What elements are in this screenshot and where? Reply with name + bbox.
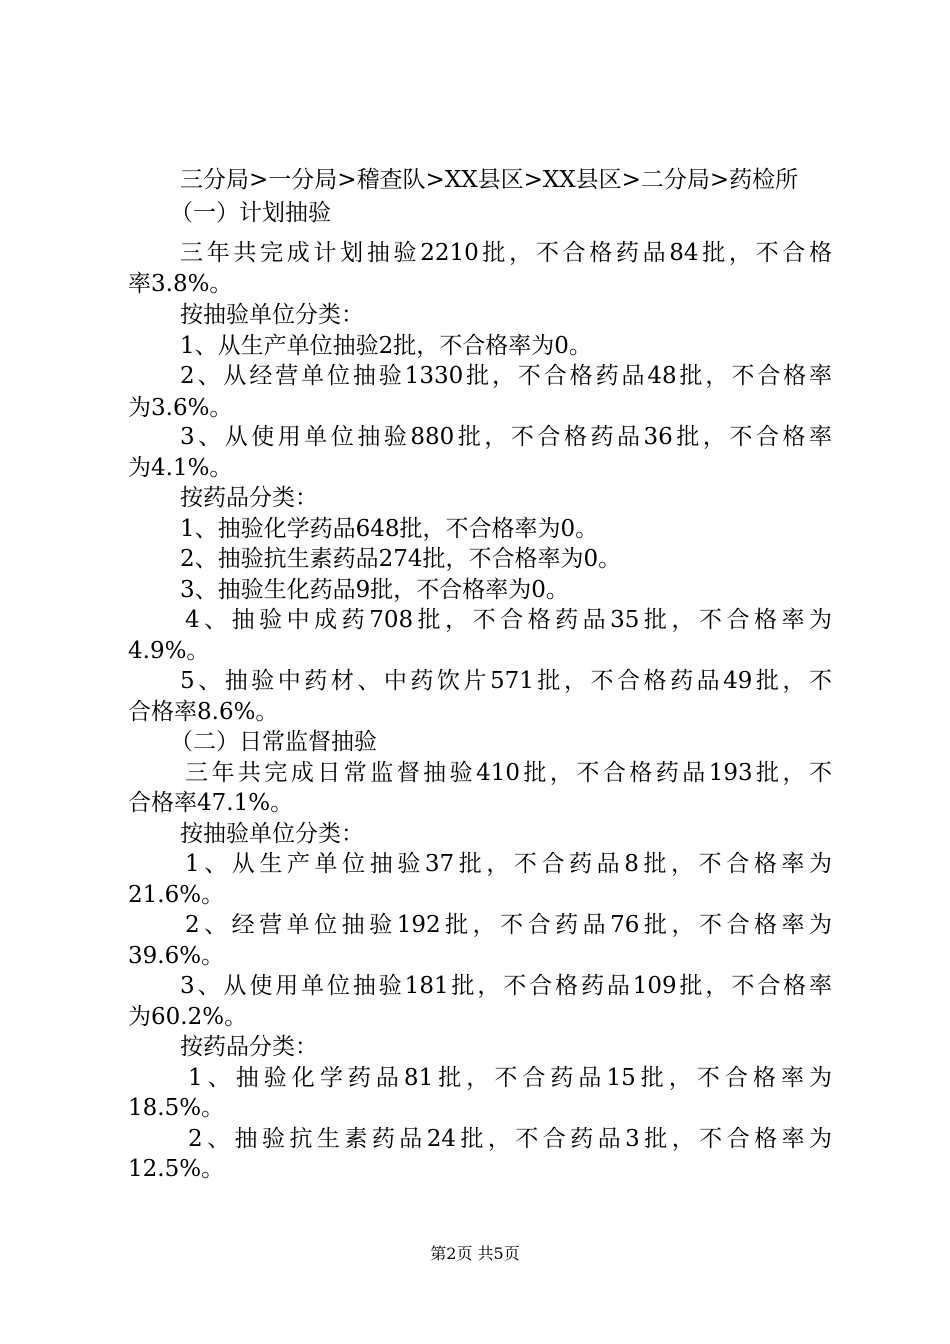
paragraph-line: 三年共完成计划抽验2210批，不合格药品84批，不合格 [180, 240, 832, 266]
list-item-continuation: 为4.1%。 [128, 455, 233, 481]
list-item-continuation: 21.6%。 [128, 882, 225, 908]
page-number-footer: 第2页 共5页 [430, 1244, 520, 1263]
list-item: 2、经营单位抽验192批，不合药品76批，不合格率为 [185, 912, 832, 938]
list-item-continuation: 4.9%。 [128, 638, 210, 664]
subheading-by-unit: 按抽验单位分类： [180, 302, 364, 328]
list-item-continuation: 为60.2%。 [128, 1004, 248, 1030]
org-chain-line: 三分局>一分局>稽查队>XX县区>XX县区>二分局>药检所 [180, 167, 799, 193]
list-item: 1、抽验化学药品81批，不合药品15批，不合格率为 [188, 1065, 832, 1091]
list-item-continuation: 12.5%。 [128, 1156, 225, 1182]
list-item: 3、抽验生化药品9批，不合格率为0。 [180, 577, 569, 603]
list-item: 1、从生产单位抽验2批，不合格率为0。 [180, 333, 592, 359]
list-item: 4、抽验中成药708批，不合格药品35批，不合格率为 [185, 607, 832, 633]
section-heading-daily: （二）日常监督抽验 [170, 729, 377, 755]
section-heading-plan: （一）计划抽验 [170, 200, 331, 226]
list-item: 5、抽验中药材、中药饮片571批，不合格药品49批，不 [180, 668, 832, 694]
list-item-continuation: 39.6%。 [128, 943, 225, 969]
list-item: 2、抽验抗生素药品24批，不合药品3批，不合格率为 [188, 1126, 832, 1152]
paragraph-line: 三年共完成日常监督抽验410批，不合格药品193批，不 [185, 760, 832, 786]
paragraph-line: 合格率47.1%。 [128, 790, 294, 816]
list-item: 3、从使用单位抽验181批，不合格药品109批，不合格率 [180, 973, 832, 999]
list-item: 3、从使用单位抽验880批，不合格药品36批，不合格率 [180, 424, 832, 450]
paragraph-line: 率3.8%。 [128, 271, 233, 297]
list-item-continuation: 18.5%。 [128, 1095, 225, 1121]
list-item: 1、从生产单位抽验37批，不合药品8批，不合格率为 [185, 851, 832, 877]
list-item-continuation: 为3.6%。 [128, 395, 233, 421]
list-item: 2、抽验抗生素药品274批，不合格率为0。 [180, 546, 622, 572]
subheading-by-drug: 按药品分类： [180, 485, 318, 511]
list-item: 2、从经营单位抽验1330批，不合格药品48批，不合格率 [180, 363, 832, 389]
subheading-by-drug: 按药品分类： [180, 1034, 318, 1060]
list-item-continuation: 合格率8.6%。 [128, 699, 279, 725]
list-item: 1、抽验化学药品648批，不合格率为0。 [180, 516, 599, 542]
subheading-by-unit: 按抽验单位分类： [180, 821, 364, 847]
